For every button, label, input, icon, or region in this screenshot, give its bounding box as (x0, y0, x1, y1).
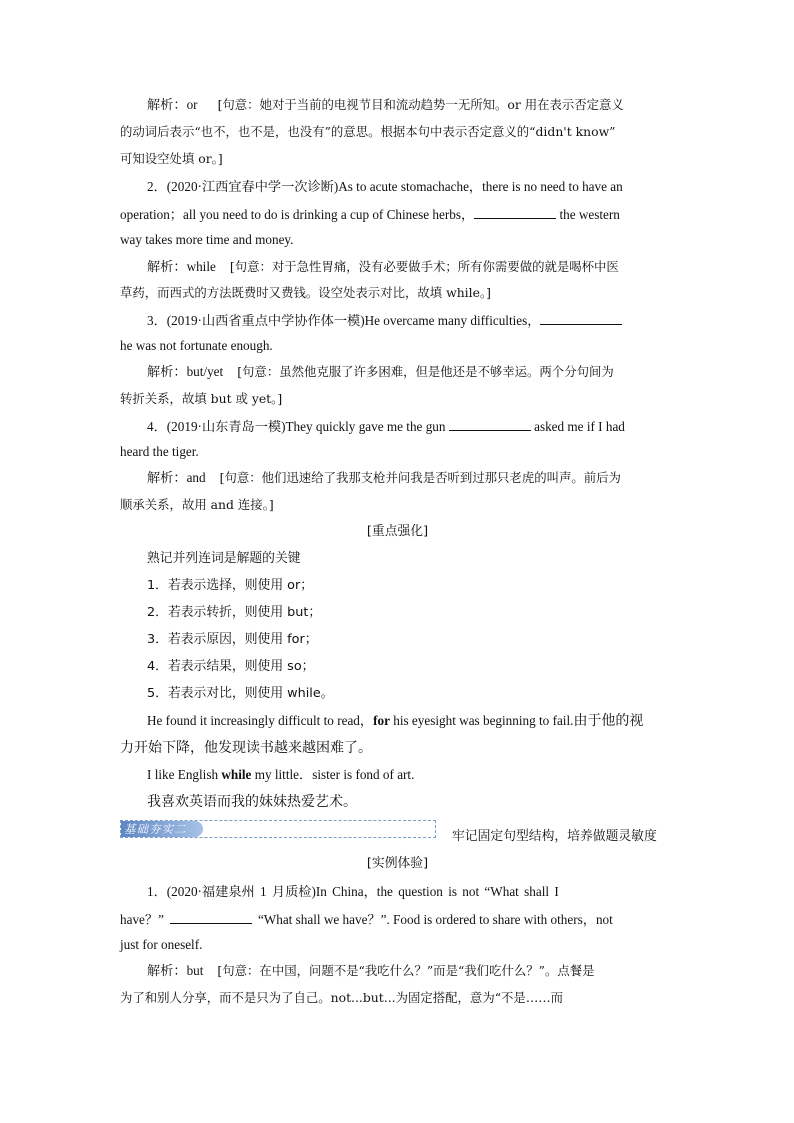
answer-label: 解析： (147, 259, 187, 274)
question-text: 3．(2019·山西省重点中学协作体一模)He overcame many difficulties， (147, 313, 541, 328)
examples-heading: [实例体验] (366, 856, 429, 871)
question-text: 4．(2019·山东青岛一模)They quickly gave me the gun (147, 419, 449, 434)
section-banner-tag: 基础夯实二 (121, 821, 203, 837)
s2-question-1-line-3: just for oneself. (120, 937, 203, 952)
question-text: the western (556, 207, 620, 222)
answer-4-line-2: 顺承关系，故用 and 连接。] (120, 497, 274, 512)
rule-item: 3．若表示原因，则使用 for； (147, 632, 318, 647)
answer-blank (449, 417, 531, 431)
s2-question-1-line-1: 1．(2020·福建泉州 1 月质检)In China，the question is not “What shall I (147, 884, 559, 899)
rule-item: 1．若表示选择，则使用 or； (147, 578, 314, 593)
question-3-line-2: he was not fortunate enough. (120, 338, 273, 353)
question-4-line-1 (147, 417, 625, 436)
example-text: He found it increasingly difficult to read， (147, 713, 374, 728)
section-banner (120, 820, 436, 838)
answer-1-line-3: 可知设空处填 or。] (120, 151, 223, 166)
question-2-line-1: 2．(2020·江西宜春中学一次诊断)As to acute stomachache，there is no need to have an (147, 179, 623, 194)
s2-answer-1-line-1 (147, 962, 595, 980)
answer-blank (540, 311, 622, 325)
question-text: have？” (120, 912, 164, 927)
rule-item: 5．若表示对比，则使用 while。 (147, 686, 334, 701)
answer-value: but/yet (186, 364, 224, 379)
answer-blank (170, 910, 252, 924)
example-text: my little．sister is fond of art. (251, 767, 415, 782)
question-4-line-2: heard the tiger. (120, 444, 199, 459)
answer-label: 解析： (147, 97, 187, 112)
answer-3-line-2: 转折关系，故填 but 或 yet。] (120, 391, 283, 406)
rule-item: 4．若表示结果，则使用 so； (147, 659, 315, 674)
answer-1-line-2: 的动词后表示“也不，也不是，也没有”的意思。根据本句中表示否定意义的“didn't know” (120, 124, 616, 139)
answer-label: 解析： (147, 963, 187, 978)
question-2-line-3: way takes more time and money. (120, 232, 294, 247)
example-text: I like English (147, 767, 222, 782)
s2-answer-1-line-2: 为了和别人分享，而不是只为了自己。not...but...为固定搭配，意为“不是……而 (120, 990, 563, 1005)
answer-label: 解析： (147, 364, 187, 379)
question-2-line-2 (120, 205, 620, 224)
answer-explanation: [句意：在中国，问题不是“我吃什么？”而是“我们吃什么？”。点餐是 (217, 963, 595, 978)
answer-explanation: [句意：她对于当前的电视节目和流动趋势一无所知。or 用在表示否定意义 (217, 97, 624, 112)
answer-3-line-1 (147, 363, 614, 381)
answer-value: while (186, 259, 216, 274)
question-text: asked me if I had (530, 419, 625, 434)
question-text: operation；all you need to do is drinking a cup of Chinese herbs， (120, 207, 475, 222)
example-text: his eyesight was beginning to fail. (389, 713, 574, 728)
answer-label: 解析： (147, 470, 187, 485)
question-text: “What shall we have？”. Food is ordered to share with others，not (257, 912, 613, 927)
example-1-line-1 (147, 712, 643, 730)
example-1-line-2: 力开始下降，他发现读书越来越困难了。 (120, 740, 372, 756)
s2-question-1-line-2 (120, 910, 613, 929)
answer-value: but (186, 963, 204, 978)
answer-blank (474, 205, 556, 219)
answer-2-line-2: 草药，而西式的方法既费时又费钱。设空处表示对比，故填 while。] (120, 285, 491, 300)
example-keyword: while (221, 767, 252, 782)
answer-explanation: [句意：虽然他克服了许多困难，但是他还是不够幸运。两个分句间为 (237, 364, 614, 379)
key-points-intro: 熟记并列连词是解题的关键 (147, 551, 301, 566)
example-keyword: for (373, 713, 390, 728)
rule-item: 2．若表示转折，则使用 but； (147, 605, 322, 620)
answer-value: and (186, 470, 206, 485)
answer-4-line-1 (147, 469, 621, 487)
example-2-line-1 (147, 766, 414, 784)
answer-2-line-1 (147, 258, 619, 276)
example-translation: 由于他的视 (573, 713, 644, 729)
answer-explanation: [句意：他们迅速给了我那支枪并问我是否听到过那只老虎的叫声。前后为 (219, 470, 621, 485)
answer-value: or (186, 97, 198, 112)
answer-1-line-1 (147, 96, 624, 114)
answer-explanation: [句意：对于急性胃痛，没有必要做手术；所有你需要做的就是喝杯中医 (229, 259, 619, 274)
question-3-line-1 (147, 311, 622, 330)
section-banner-text: 牢记固定句型结构，培养做题灵敏度 (452, 829, 657, 844)
key-points-heading: [重点强化] (366, 524, 429, 539)
example-2-translation: 我喜欢英语而我的妹妹热爱艺术。 (147, 794, 357, 810)
